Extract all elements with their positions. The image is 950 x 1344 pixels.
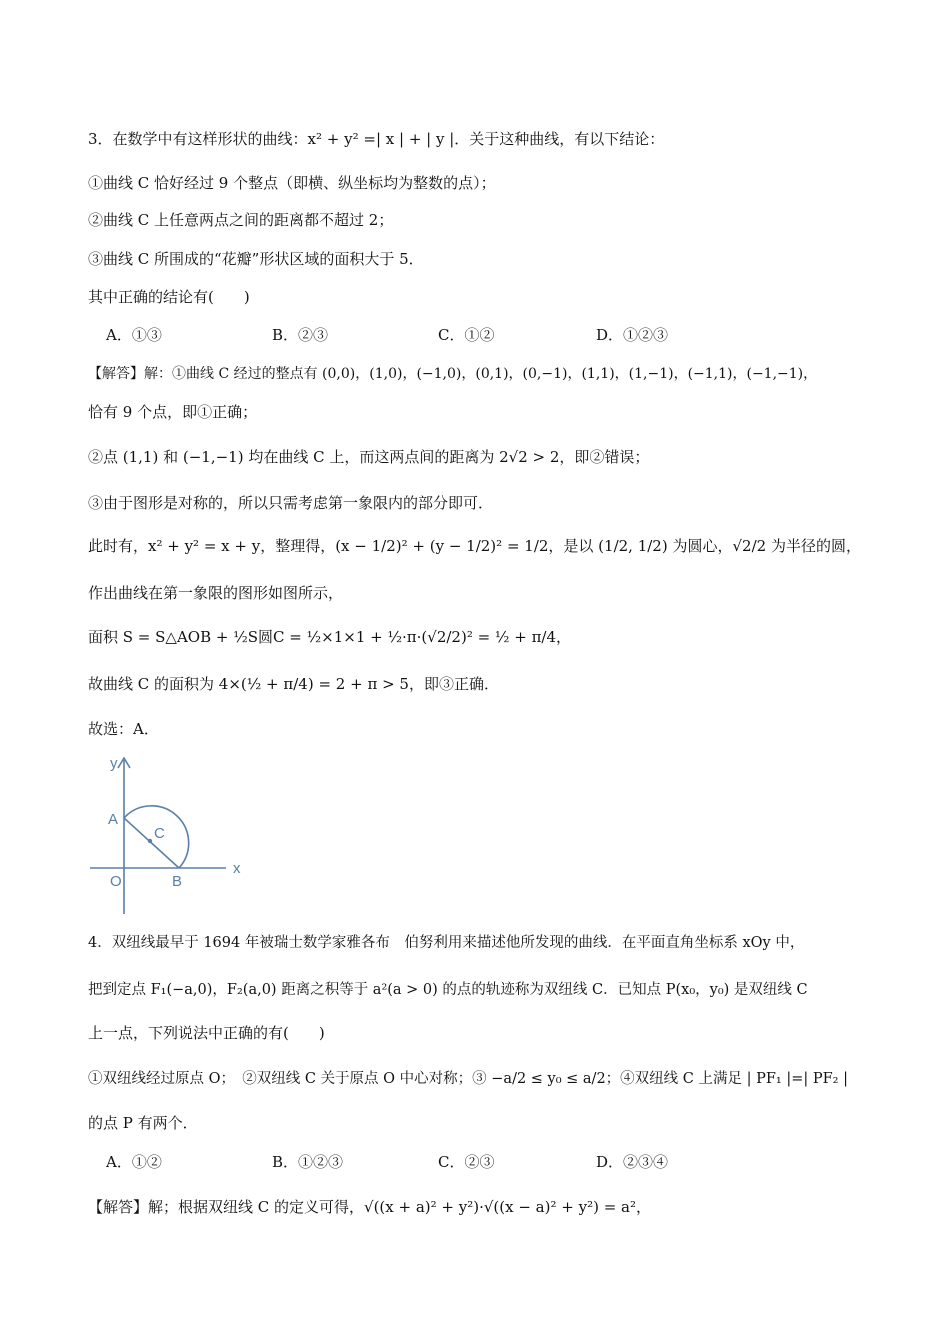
q4-options xyxy=(106,1151,668,1172)
q3-answer-line-5: 此时有，x² + y² = x + y，整理得，(x − 1/2)² + (y − 1/2)² = 1/2，是以 (1/2, 1/2) 为圆心，√2/2 为半径的圆， xyxy=(88,537,861,555)
q4-option-c: C．②③ xyxy=(438,1153,495,1171)
q3-statement-1: ①曲线 C 恰好经过 9 个整点（即横、纵坐标均为整数的点）； xyxy=(88,174,496,192)
point-c-label: C xyxy=(154,825,165,842)
point-b-label: B xyxy=(172,873,183,890)
x-axis-label: x xyxy=(233,860,241,877)
q3-option-b: B．②③ xyxy=(272,326,329,344)
q3-stem: 3．在数学中有这样形状的曲线：x² + y² =| x | + | y |．关于这种曲线，有以下结论： xyxy=(88,130,665,148)
q4-option-a: A．①② xyxy=(106,1153,162,1171)
q3-answer-line-6: 作出曲线在第一象限的图形如图所示， xyxy=(88,584,344,602)
q3-statement-2: ②曲线 C 上任意两点之间的距离都不超过 2； xyxy=(88,211,394,229)
quadrant-figure xyxy=(86,752,256,920)
chord-ab xyxy=(124,818,179,868)
q4-option-b: B．①②③ xyxy=(272,1153,344,1171)
q3-answer-line-2: 恰有 9 个点，即①正确； xyxy=(88,403,258,421)
q3-answer-line-4: ③由于图形是对称的，所以只需考虑第一象限内的部分即可． xyxy=(88,494,494,512)
q3-option-d: D．①②③ xyxy=(596,326,669,344)
q3-option-a: A．①③ xyxy=(106,326,162,344)
q4-line-5: 的点 P 有两个． xyxy=(88,1114,198,1132)
q3-answer-line-3: ②点 (1,1) 和 (−1,−1) 均在曲线 C 上，而这两点间的距离为 2√2 > 2，即②错误； xyxy=(88,448,650,466)
q3-answer-line-9: 故选：A． xyxy=(88,720,159,738)
q3-statement-3: ③曲线 C 所围成的“花瓣”形状区域的面积大于 5． xyxy=(88,250,424,268)
q3-answer-line-1: 【解答】解：①曲线 C 经过的整点有 (0,0)，(1,0)，(−1,0)，(0,1)，(0,−1)，(1,1)，(1,−1)，(−1,1)，(−1,−1)， xyxy=(88,366,818,382)
q4-line-1: 4．双纽线最早于 1694 年被瑞士数学家雅各布 伯努利用来描述他所发现的曲线．在平面直角坐标系 xOy 中， xyxy=(88,935,805,951)
q4-line-4: ①双纽线经过原点 O； ②双纽线 C 关于原点 O 中心对称；③ −a/2 ≤ y₀ ≤ a/2；④双纽线 C 上满足 | PF₁ |=| PF₂ | xyxy=(88,1071,848,1087)
center-point-c xyxy=(148,839,152,843)
q3-question: 其中正确的结论有( ) xyxy=(88,288,250,306)
y-axis-label: y xyxy=(110,755,118,772)
q3-answer-line-8: 故曲线 C 的面积为 4×(½ + π/4) = 2 + π > 5，即③正确． xyxy=(88,675,499,693)
q3-options xyxy=(106,324,668,345)
q4-answer-line-1: 【解答】解；根据双纽线 C 的定义可得，√((x + a)² + y²)·√((x − a)² + y²) = a²， xyxy=(88,1198,651,1216)
q4-line-3: 上一点，下列说法中正确的有( ) xyxy=(88,1024,325,1042)
q4-line-2: 把到定点 F₁(−a,0)，F₂(a,0) 距离之积等于 a²(a > 0) 的点的轨迹称为双纽线 C．已知点 P(x₀，y₀) 是双纽线 C xyxy=(88,982,808,998)
q3-option-c: C．①② xyxy=(438,326,495,344)
point-a-label: A xyxy=(108,811,119,828)
origin-label: O xyxy=(110,873,122,890)
q3-answer-line-7: 面积 S = S△AOB + ½S圆C = ½×1×1 + ½·π·(√2/2)² = ½ + π/4， xyxy=(88,628,572,646)
q4-option-d: D．②③④ xyxy=(596,1153,669,1171)
